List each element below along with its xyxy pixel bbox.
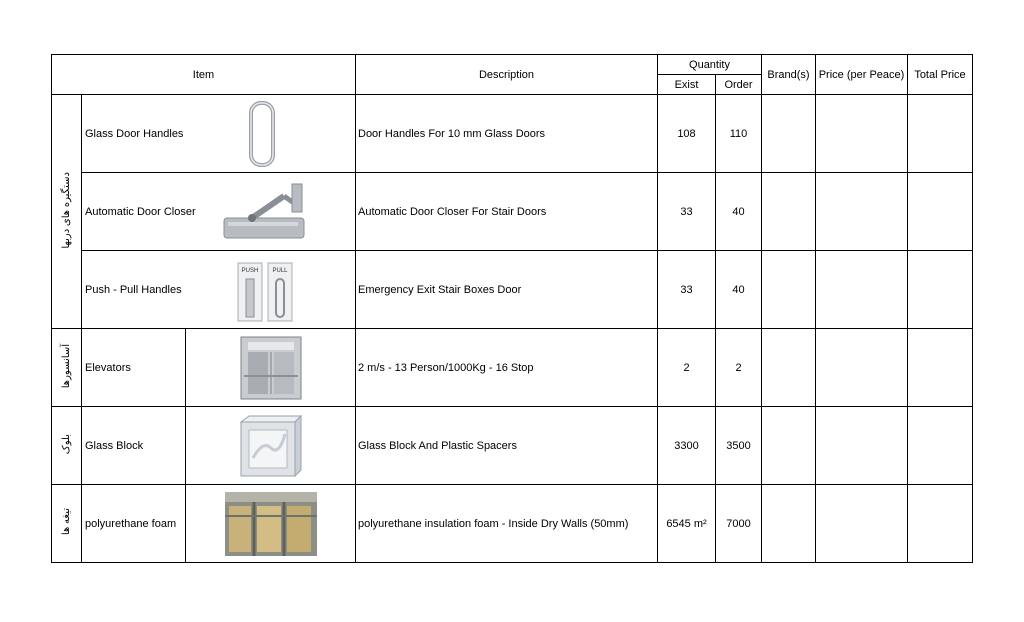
total-cell — [908, 251, 973, 329]
item-name: Push - Pull Handles — [85, 283, 182, 296]
item-cell — [82, 251, 356, 329]
item-image-cell — [186, 329, 356, 407]
total-cell — [908, 173, 973, 251]
item-image-cell — [186, 407, 356, 485]
total-cell — [908, 407, 973, 485]
bill-of-quantities-table — [51, 54, 973, 563]
price-cell — [816, 407, 908, 485]
category-door-handles: دستگیره های دربها — [52, 95, 82, 329]
total-cell — [908, 485, 973, 563]
exist-cell: 33 — [658, 173, 716, 251]
order-cell: 3500 — [716, 407, 762, 485]
table-row — [52, 173, 973, 251]
price-cell — [816, 251, 908, 329]
exist-cell: 2 — [658, 329, 716, 407]
pull-label: PULL — [272, 268, 288, 274]
description-cell: Emergency Exit Stair Boxes Door — [356, 251, 658, 329]
header-row-top — [52, 55, 973, 75]
brand-cell — [762, 329, 816, 407]
price-cell — [816, 95, 908, 173]
order-cell: 2 — [716, 329, 762, 407]
table-row — [52, 251, 973, 329]
price-cell — [816, 173, 908, 251]
item-cell — [82, 173, 356, 251]
table-row — [52, 485, 973, 563]
insulation-foam-icon — [225, 492, 317, 556]
header-exist: Exist — [658, 75, 716, 95]
header-description: Description — [356, 55, 658, 95]
item-cell — [82, 95, 356, 173]
table-row — [52, 407, 973, 485]
exist-cell: 33 — [658, 251, 716, 329]
header-quantity: Quantity — [658, 55, 762, 75]
item-name: Glass Door Handles — [85, 127, 184, 140]
description-cell: Glass Block And Plastic Spacers — [356, 407, 658, 485]
category-insulation: تیغه ها — [52, 485, 82, 563]
header-total: Total Price — [908, 55, 973, 95]
item-name: Glass Block — [82, 407, 186, 485]
header-order: Order — [716, 75, 762, 95]
total-cell — [908, 95, 973, 173]
item-name: Automatic Door Closer — [85, 205, 196, 218]
brand-cell — [762, 95, 816, 173]
price-cell — [816, 329, 908, 407]
glass-block-icon — [239, 414, 303, 478]
brand-cell — [762, 173, 816, 251]
push-label: PUSH — [241, 268, 259, 274]
item-image-cell — [186, 485, 356, 563]
item-name: Elevators — [82, 329, 186, 407]
table-row — [52, 95, 973, 173]
order-cell: 40 — [716, 251, 762, 329]
category-elevators: آسانسورها — [52, 329, 82, 407]
header-item: Item — [52, 55, 356, 95]
description-cell: Automatic Door Closer For Stair Doors — [356, 173, 658, 251]
order-cell: 7000 — [716, 485, 762, 563]
table-row — [52, 329, 973, 407]
price-cell — [816, 485, 908, 563]
door-closer-icon — [222, 180, 306, 244]
push-pull-handle-icon — [236, 261, 296, 323]
category-glass-block: بلوک — [52, 407, 82, 485]
total-cell — [908, 329, 973, 407]
order-cell: 40 — [716, 173, 762, 251]
item-name: polyurethane foam — [82, 485, 186, 563]
exist-cell: 108 — [658, 95, 716, 173]
description-cell: Door Handles For 10 mm Glass Doors — [356, 95, 658, 173]
brand-cell — [762, 407, 816, 485]
order-cell: 110 — [716, 95, 762, 173]
exist-cell: 6545 m² — [658, 485, 716, 563]
header-brands: Brand(s) — [762, 55, 816, 95]
elevator-cabin-icon — [240, 336, 302, 400]
exist-cell: 3300 — [658, 407, 716, 485]
glass-door-handle-icon — [248, 101, 278, 167]
brand-cell — [762, 251, 816, 329]
header-price: Price (per Peace) — [816, 55, 908, 95]
brand-cell — [762, 485, 816, 563]
description-cell: polyurethane insulation foam - Inside Dry Walls (50mm) — [356, 485, 658, 563]
description-cell: 2 m/s - 13 Person/1000Kg - 16 Stop — [356, 329, 658, 407]
